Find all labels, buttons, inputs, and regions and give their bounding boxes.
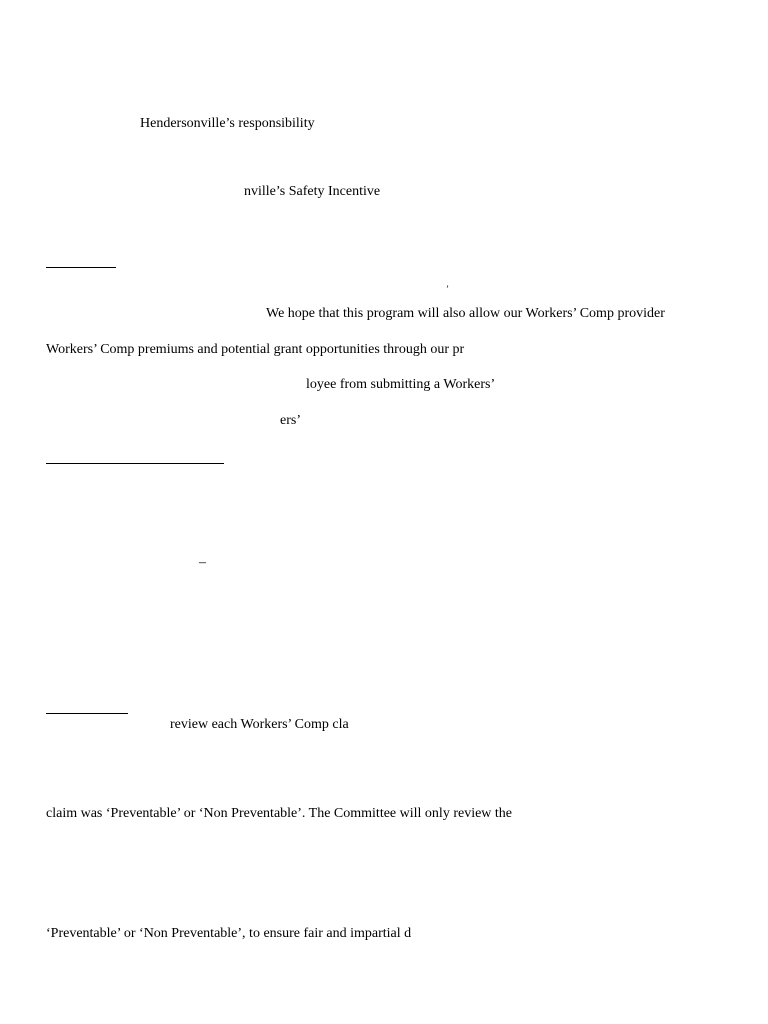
text-fragment-dash: – bbox=[199, 555, 206, 570]
text-line-responsibility: Hendersonville’s responsibility bbox=[140, 116, 315, 131]
section-heading-underline bbox=[46, 713, 128, 714]
text-line-program-hope: We hope that this program will also allow our Workers’ Comp provider bbox=[266, 306, 665, 321]
text-line-review-claim: review each Workers’ Comp cla bbox=[170, 717, 349, 732]
text-fragment-apostrophe: ’ bbox=[446, 284, 449, 294]
text-line-claim-preventable: claim was ‘Preventable’ or ‘Non Preventable’. The Committee will only review the bbox=[46, 806, 513, 821]
text-line-submitting: loyee from submitting a Workers’ bbox=[306, 377, 496, 392]
text-line-safety-incentive: nville’s Safety Incentive bbox=[244, 184, 381, 199]
text-fragment-ers: ers’ bbox=[280, 413, 301, 428]
section-heading-underline bbox=[46, 463, 224, 464]
text-line-fair-impartial: ‘Preventable’ or ‘Non Preventable’, to ensure fair and impartial d bbox=[46, 926, 412, 941]
text-line-premiums: Workers’ Comp premiums and potential grant opportunities through our pr bbox=[46, 342, 465, 357]
section-heading-underline bbox=[46, 267, 116, 268]
